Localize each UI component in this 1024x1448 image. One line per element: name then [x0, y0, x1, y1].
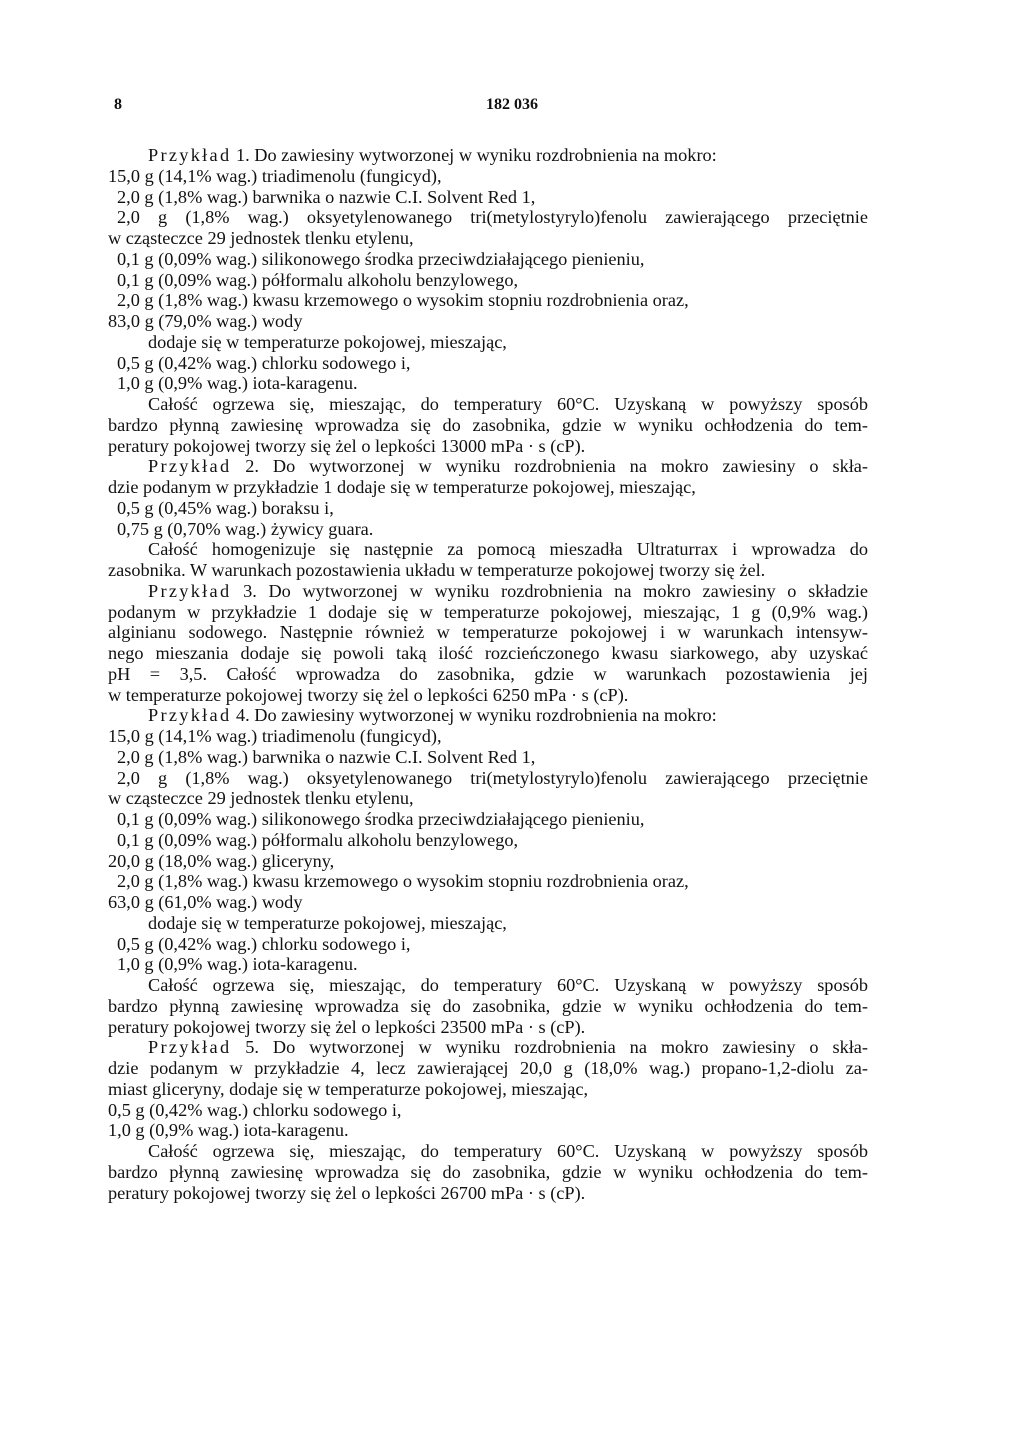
- text-line: Całość ogrzewa się, mieszając, do temperatury 60°C. Uzyskaną w powyższy sposób: [148, 394, 868, 414]
- text-line: w cząsteczce 29 jednostek tlenku etylenu,: [108, 228, 414, 248]
- text-line: Przykład 4. Do zawiesiny wytworzonej w wyniku rozdrobnienia na mokro:: [148, 705, 717, 726]
- text-line: bardzo płynną zawiesinę wprowadza się do zasobnika, gdzie w wyniku ochłodzenia do tem-: [108, 995, 868, 1016]
- text-line: 83,0 g (79,0% wag.) wody: [108, 311, 303, 331]
- text-line: 63,0 g (61,0% wag.) wody: [108, 892, 303, 912]
- text-line: pH = 3,5. Całość wprowadza do zasobnika, gdzie w warunkach pozostawienia jej: [108, 663, 868, 684]
- text-line: Przykład 3. Do wytworzonej w wyniku rozdrobnienia na mokro zawiesiny o składzie: [148, 580, 868, 601]
- text-line: dzie podanym w przykładzie 1 dodaje się w temperaturze pokojowej, mieszając,: [108, 477, 696, 497]
- text-line: peratury pokojowej tworzy się żel o lepkości 13000 mPa · s (cP).: [108, 435, 586, 456]
- text-line: dzie podanym w przykładzie 4, lecz zawierającej 20,0 g (18,0% wag.) propano-1,2-diolu za-: [108, 1058, 868, 1078]
- text-line: 0,5 g (0,42% wag.) chlorku sodowego i,: [108, 1099, 402, 1120]
- text-line: 2,0 g (1,8% wag.) barwnika o nazwie C.I. Solvent Red 1,: [117, 186, 536, 207]
- text-line: dodaje się w temperaturze pokojowej, mieszając,: [148, 331, 507, 352]
- example-label: Przykład: [148, 705, 232, 726]
- text-line: miast gliceryny, dodaje się w temperaturze pokojowej, mieszając,: [108, 1078, 589, 1099]
- text-line: alginianu sodowego. Następnie również w temperaturze pokojowej i w warunkach intensyw-: [108, 622, 868, 643]
- text-line: 0,5 g (0,42% wag.) chlorku sodowego i,: [117, 933, 411, 954]
- text-line: 0,1 g (0,09% wag.) silikonowego środka przeciwdziałającego pienieniu,: [117, 248, 645, 269]
- text-line: 0,1 g (0,09% wag.) półformalu alkoholu benzylowego,: [117, 269, 519, 290]
- text-line: Przykład 5. Do wytworzonej w wyniku rozdrobnienia na mokro zawiesiny o skła-: [148, 1037, 868, 1058]
- text-line: 1,0 g (0,9% wag.) iota-karagenu.: [108, 1120, 349, 1141]
- example-label: Przykład: [148, 1037, 232, 1058]
- text-line: dodaje się w temperaturze pokojowej, mieszając,: [148, 912, 507, 933]
- text-line: 0,5 g (0,42% wag.) chlorku sodowego i,: [117, 352, 411, 373]
- text-line: 15,0 g (14,1% wag.) triadimenolu (fungicyd),: [108, 726, 442, 746]
- text-line: 1,0 g (0,9% wag.) iota-karagenu.: [117, 373, 358, 394]
- document-body: [108, 145, 868, 1203]
- page-number: 8: [114, 96, 122, 113]
- text-line: 2,0 g (1,8% wag.) oksyetylenowanego tri(metylostyrylo)fenolu zawierającego przeciętnie: [117, 767, 868, 788]
- example-label: Przykład: [148, 456, 232, 477]
- text-line: bardzo płynną zawiesinę wprowadza się do zasobnika, gdzie w wyniku ochłodzenia do tem-: [108, 1161, 868, 1182]
- example-label: Przykład: [148, 145, 232, 165]
- text-line: w temperaturze pokojowej tworzy się żel o lepkości 6250 mPa · s (cP).: [108, 684, 629, 705]
- text-line: Przykład 2. Do wytworzonej w wyniku rozdrobnienia na mokro zawiesiny o skła-: [148, 456, 868, 477]
- text-line: Całość ogrzewa się, mieszając, do temperatury 60°C. Uzyskaną w powyższy sposób: [148, 1141, 868, 1161]
- document-number: 182 036: [486, 96, 538, 113]
- text-line: bardzo płynną zawiesinę wprowadza się do zasobnika, gdzie w wyniku ochłodzenia do tem-: [108, 414, 868, 435]
- text-line: 0,1 g (0,09% wag.) silikonowego środka przeciwdziałającego pienieniu,: [117, 809, 645, 829]
- text-line: 2,0 g (1,8% wag.) oksyetylenowanego tri(metylostyrylo)fenolu zawierającego przeciętnie: [117, 207, 868, 228]
- text-line: Całość ogrzewa się, mieszając, do temperatury 60°C. Uzyskaną w powyższy sposób: [148, 975, 868, 995]
- text-line: nego mieszania dodaje się powoli taką ilość rozcieńczonego kwasu siarkowego, aby uzyskać: [108, 643, 868, 663]
- text-line: Całość homogenizuje się następnie za pomocą mieszadła Ultraturrax i wprowadza do: [148, 539, 868, 560]
- text-line: zasobnika. W warunkach pozostawienia układu w temperaturze pokojowej tworzy się żel.: [108, 560, 766, 580]
- text-line: 1,0 g (0,9% wag.) iota-karagenu.: [117, 954, 358, 975]
- text-line: 20,0 g (18,0% wag.) gliceryny,: [108, 850, 335, 871]
- text-line: podanym w przykładzie 1 dodaje się w temperaturze pokojowej, mieszając, 1 g (0,9% wag.): [108, 601, 868, 622]
- text-line: 2,0 g (1,8% wag.) barwnika o nazwie C.I. Solvent Red 1,: [117, 746, 536, 767]
- example-label: Przykład: [148, 580, 232, 601]
- text-line: peratury pokojowej tworzy się żel o lepkości 23500 mPa · s (cP).: [108, 1016, 586, 1037]
- text-line: Przykład 1. Do zawiesiny wytworzonej w wyniku rozdrobnienia na mokro:: [148, 145, 717, 165]
- text-line: 0,1 g (0,09% wag.) półformalu alkoholu benzylowego,: [117, 829, 519, 850]
- text-line: 2,0 g (1,8% wag.) kwasu krzemowego o wysokim stopniu rozdrobnienia oraz,: [117, 290, 689, 311]
- text-line: 2,0 g (1,8% wag.) kwasu krzemowego o wysokim stopniu rozdrobnienia oraz,: [117, 871, 689, 892]
- text-line: 0,75 g (0,70% wag.) żywicy guara.: [117, 518, 374, 539]
- text-line: 15,0 g (14,1% wag.) triadimenolu (fungicyd),: [108, 165, 442, 186]
- text-line: w cząsteczce 29 jednostek tlenku etylenu,: [108, 788, 414, 809]
- text-line: 0,5 g (0,45% wag.) boraksu i,: [117, 497, 334, 518]
- text-line: peratury pokojowej tworzy się żel o lepkości 26700 mPa · s (cP).: [108, 1182, 586, 1203]
